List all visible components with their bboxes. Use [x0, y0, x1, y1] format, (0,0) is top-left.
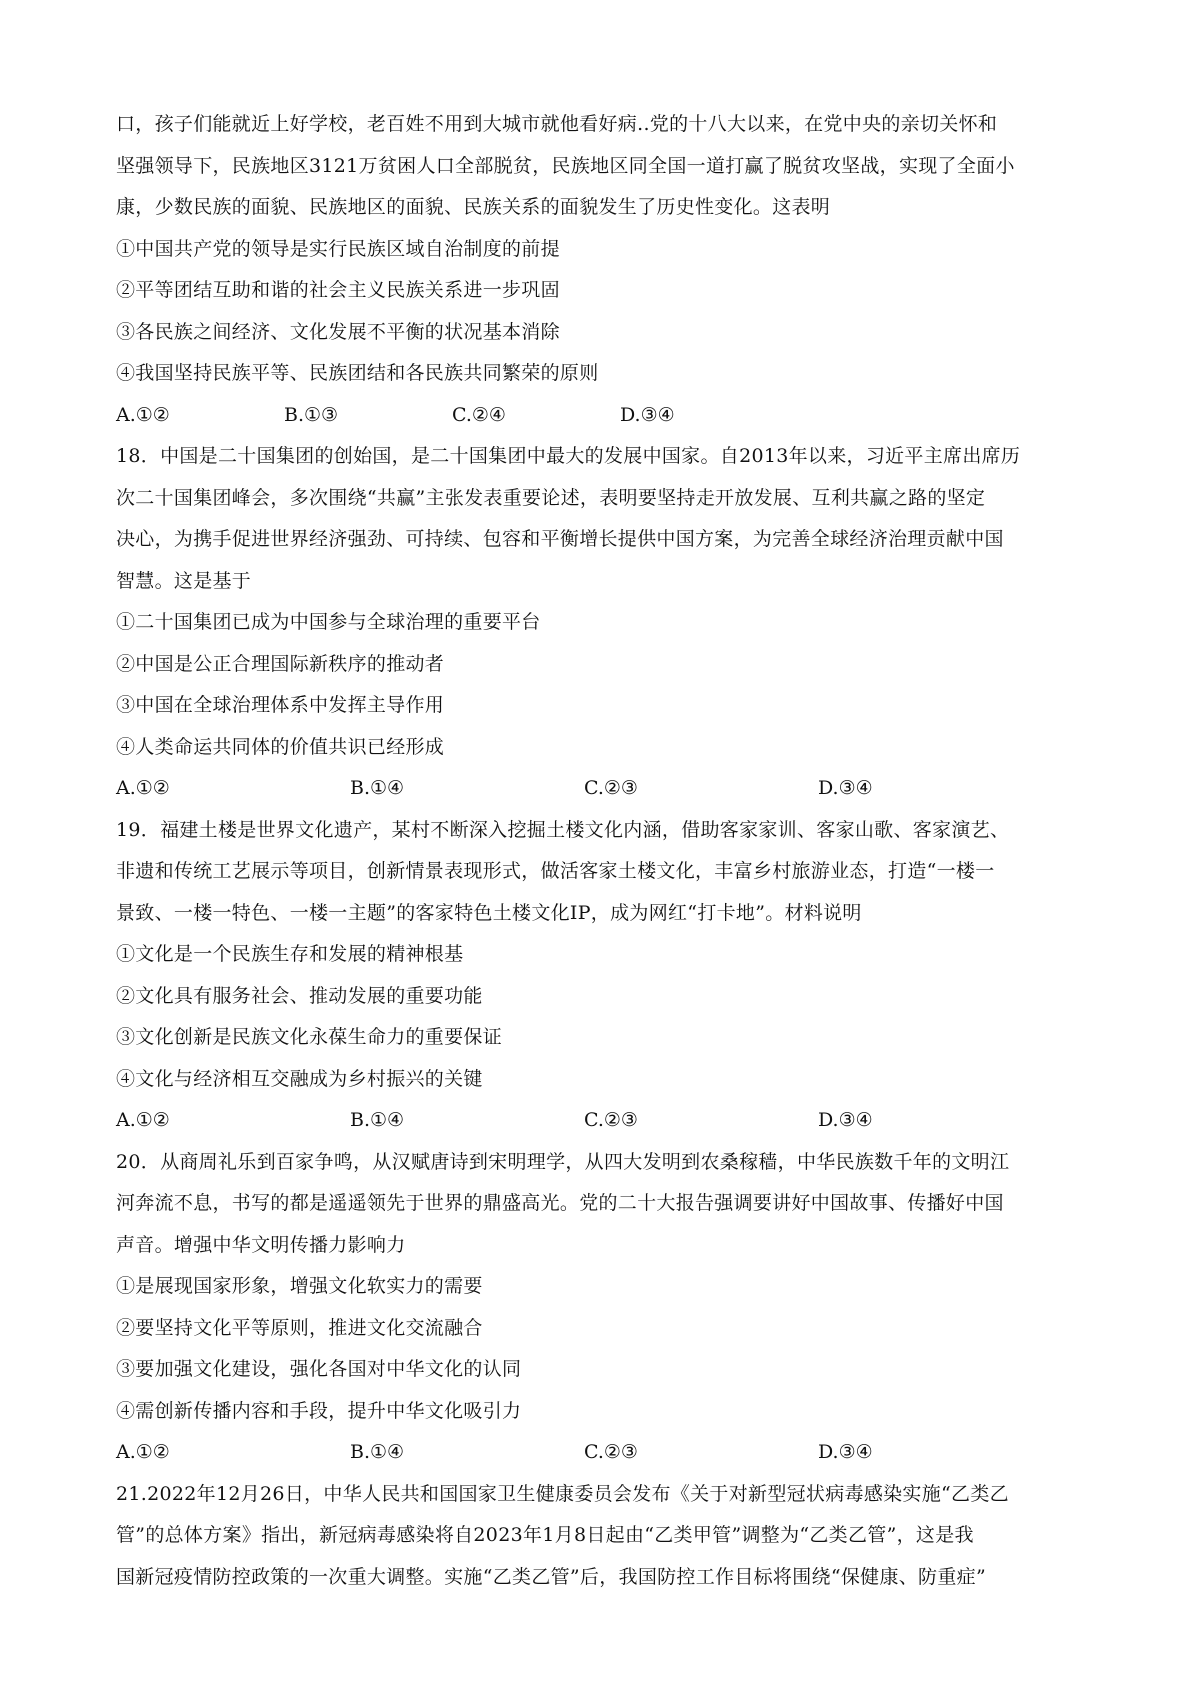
question-19-option-3: ③文化创新是民族文化永葆生命力的重要保证	[116, 1026, 503, 1048]
question-19-text-line: 景致、一楼一特色、一楼一主题”的客家特色土楼文化IP，成为网红“打卡地”。材料说明	[116, 901, 862, 924]
question-19-option-2: ②文化具有服务社会、推动发展的重要功能	[116, 984, 483, 1007]
question-19-option-1: ①文化是一个民族生存和发展的精神根基	[116, 943, 464, 965]
question-17-option-2: ②平等团结互助和谐的社会主义民族关系进一步巩固	[116, 279, 560, 301]
question-17-continuation	[116, 104, 1090, 436]
answer-choice-c: C.②③	[584, 777, 638, 799]
question-19-text-line: 19．福建土楼是世界文化遗产，某村不断深入挖掘土楼文化内涵，借助客家家训、客家山歌、客家演艺、	[116, 818, 1010, 841]
question-17-option-3: ③各民族之间经济、文化发展不平衡的状况基本消除	[116, 320, 560, 343]
question-20	[116, 1142, 1090, 1474]
answer-choice-a: A.①②	[116, 1441, 170, 1463]
answer-choice-d: D.③④	[818, 1109, 873, 1131]
question-21-text-line: 管”的总体方案》指出，新冠病毒感染将自2023年1月8日起由“乙类甲管”调整为“乙类乙管”，这是我	[116, 1524, 974, 1546]
question-18-text-line: 18．中国是二十国集团的创始国，是二十国集团中最大的发展中国家。自2013年以来，习近平主席出席历	[116, 445, 1021, 467]
answer-choice-a: A.①②	[116, 777, 170, 799]
question-18-option-4: ④人类命运共同体的价值共识已经形成	[116, 735, 445, 758]
question-17-text-line: 坚强领导下，民族地区3121万贫困人口全部脱贫，民族地区同全国一道打赢了脱贫攻坚战，实现了全面小	[116, 154, 1015, 177]
question-19-answer-choices	[116, 1100, 1090, 1142]
answer-choice-d: D.③④	[818, 1441, 873, 1463]
question-20-text-line: 河奔流不息，书写的都是遥遥领先于世界的鼎盛高光。党的二十大报告强调要讲好中国故事、传播好中国	[116, 1192, 1004, 1214]
question-18-text-line: 决心，为携手促进世界经济强劲、可持续、包容和平衡增长提供中国方案，为完善全球经济治理贡献中国	[116, 528, 1004, 550]
question-17-text-line: 康，少数民族的面貌、民族地区的面貌、民族关系的面貌发生了历史性变化。这表明	[116, 196, 831, 218]
question-19-option-4: ④文化与经济相互交融成为乡村振兴的关键	[116, 1067, 483, 1090]
question-18	[116, 436, 1090, 810]
question-18-option-2: ②中国是公正合理国际新秩序的推动者	[116, 652, 445, 675]
question-19-text-line: 非遗和传统工艺展示等项目，创新情景表现形式，做活客家土楼文化，丰富乡村旅游业态，打造“一楼一	[116, 860, 995, 882]
question-21-text-line: 21.2022年12月26日，中华人民共和国国家卫生健康委员会发布《关于对新型冠状病毒感染实施“乙类乙	[116, 1482, 1009, 1505]
question-18-answer-choices	[116, 768, 1090, 810]
answer-choice-d: D.③④	[620, 403, 675, 426]
question-17-option-1: ①中国共产党的领导是实行民族区域自治制度的前提	[116, 237, 560, 260]
answer-choice-b: B.①④	[350, 777, 405, 799]
question-20-text-line: 声音。增强中华文明传播力影响力	[116, 1233, 406, 1256]
question-20-option-2: ②要坚持文化平等原则，推进文化交流融合	[116, 1316, 483, 1339]
question-20-answer-choices	[116, 1432, 1090, 1474]
answer-choice-d: D.③④	[818, 777, 873, 799]
answer-choice-c: C.②④	[452, 403, 506, 426]
question-20-option-1: ①是展现国家形象，增强文化软实力的需要	[116, 1275, 483, 1297]
answer-choice-b: B.①④	[350, 1441, 405, 1463]
question-21-text-line: 国新冠疫情防控政策的一次重大调整。实施“乙类乙管”后，我国防控工作目标将围绕“保健康、防重症”	[116, 1565, 986, 1588]
question-18-option-1: ①二十国集团已成为中国参与全球治理的重要平台	[116, 611, 541, 633]
answer-choice-c: C.②③	[584, 1109, 638, 1131]
question-18-option-3: ③中国在全球治理体系中发挥主导作用	[116, 694, 445, 716]
question-17-option-4: ④我国坚持民族平等、民族团结和各民族共同繁荣的原则	[116, 362, 599, 384]
answer-choice-a: A.①②	[116, 1109, 170, 1131]
question-18-text-line: 智慧。这是基于	[116, 569, 252, 592]
question-17-answer-choices	[116, 395, 1090, 437]
question-20-text-line: 20．从商周礼乐到百家争鸣，从汉赋唐诗到宋明理学，从四大发明到农桑稼穑，中华民族数千年的文明江	[116, 1150, 1010, 1173]
question-21	[116, 1474, 1090, 1599]
question-19	[116, 810, 1090, 1142]
answer-choice-c: C.②③	[584, 1441, 638, 1463]
question-20-option-3: ③要加强文化建设，强化各国对中华文化的认同	[116, 1358, 522, 1380]
answer-choice-b: B.①③	[284, 403, 339, 426]
question-18-text-line: 次二十国集团峰会，多次围绕“共赢”主张发表重要论述，表明要坚持走开放发展、互利共赢之路的坚定	[116, 486, 986, 509]
question-17-text-line: 口，孩子们能就近上好学校，老百姓不用到大城市就他看好病..党的十八大以来，在党中央的亲切关怀和	[116, 113, 998, 135]
question-20-option-4: ④需创新传播内容和手段，提升中华文化吸引力	[116, 1399, 522, 1422]
answer-choice-a: A.①②	[116, 403, 170, 426]
answer-choice-b: B.①④	[350, 1109, 405, 1131]
